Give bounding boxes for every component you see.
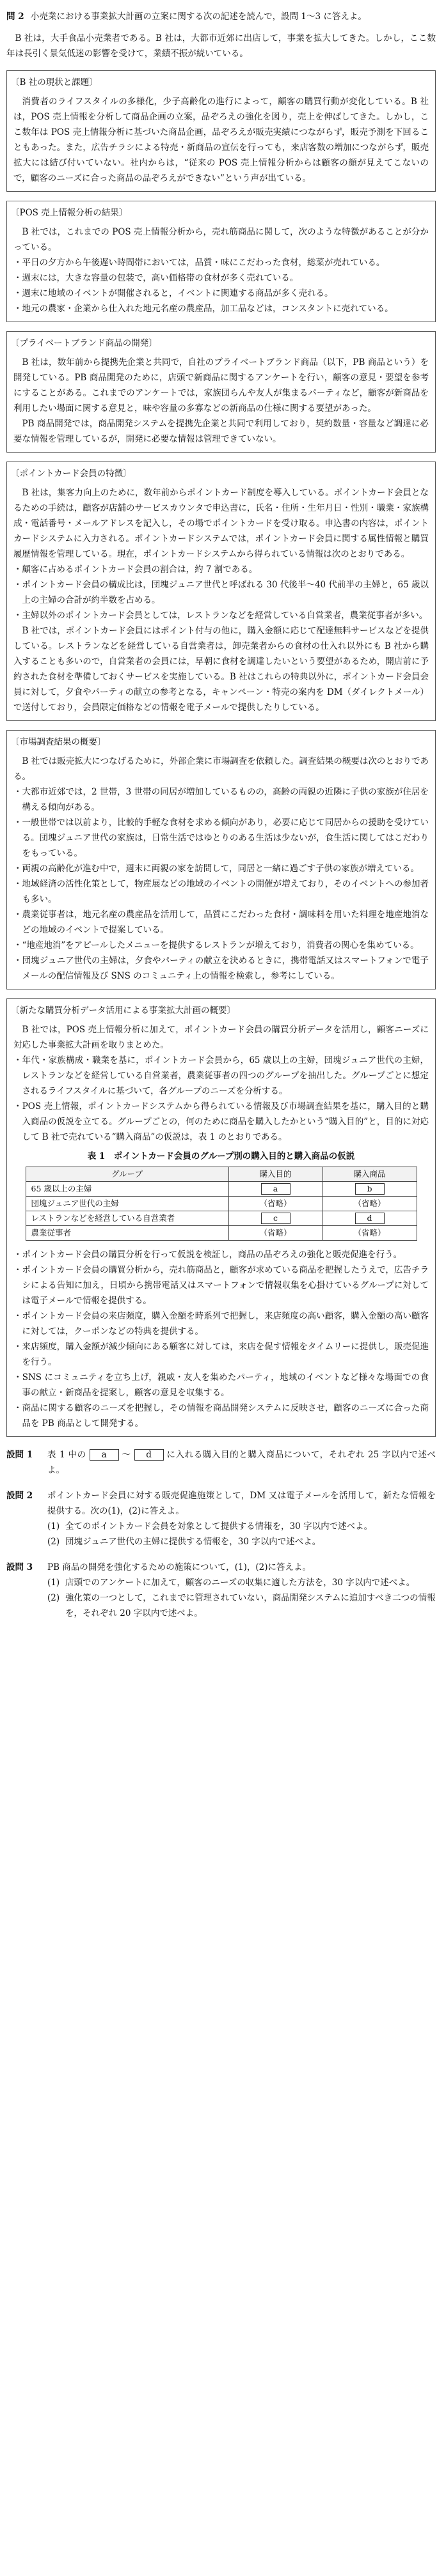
- purpose-cell: [228, 1182, 323, 1197]
- product-cell: [323, 1211, 417, 1226]
- answer-blank: a: [90, 1449, 119, 1461]
- list-item: ・週末には，大きな容量の包装で，高い価格帯の食材が多く売れている。: [13, 273, 299, 283]
- list-item: ・週末に地域のイベントが開催されると，イベントに関連する商品が多く売れる。: [13, 288, 333, 299]
- question-title: 小売業における事業拡大計画の立案に関する次の記述を読んで，設問 1〜3 に答えよ。: [30, 12, 367, 22]
- column-header: 購入目的: [228, 1167, 323, 1182]
- list-item: ・年代・家族構成・職業を基に，ポイントカード会員から，65 歳以上の主婦，団塊ジュニア世代の主婦，レストランなどを経営している自営業者，農業従事者の四つのグループを抽出した。グループごとに想定されるライフスタイルに基づいて，各グループのニーズを分析する。: [13, 1055, 429, 1096]
- subquestion-label: 設問 3: [6, 1562, 33, 1572]
- table-row: [26, 1226, 417, 1241]
- subquestion-2: [6, 1488, 436, 1549]
- group-cell: 団塊ジュニア世代の主婦: [26, 1197, 228, 1211]
- section-lead: B 社では販売拡大につなげるために，外部企業に市場調査を依頼した。調査結果の概要は次のとおりである。: [13, 756, 429, 782]
- list-item: ・主婦以外のポイントカード会員としては，レストランなどを経営している自営業者，農業従事者が多い。: [13, 610, 428, 621]
- purpose-cell: （省略）: [228, 1226, 323, 1241]
- table-row: [26, 1211, 417, 1226]
- group-cell: 農業従事者: [26, 1226, 228, 1241]
- section-pos-analysis: [6, 201, 436, 322]
- table-row: [26, 1182, 417, 1197]
- subquestion-item: (2) 強化策の一つとして，これまでに管理されていない，商品開発システムに追加すべき二つの情報を，それぞれ 20 字以内で述べよ。: [47, 1593, 436, 1618]
- column-header: 購入商品: [323, 1167, 417, 1182]
- answer-blank: d: [134, 1449, 164, 1461]
- list-item: ・ポイントカード会員の購買分析を行って仮説を検証し，商品の品ぞろえの強化と販売促進を行う。: [13, 1250, 402, 1260]
- list-item: ・農業従事者は，地元名産の農産品を活用して，品質にこだわった食材・調味料を用いた料理を地産地消などの地域のイベントで提案している。: [13, 910, 429, 935]
- list-item: ・顧客に占めるポイントカード会員の割合は，約 7 割である。: [13, 564, 258, 575]
- purpose-cell: [228, 1211, 323, 1226]
- subquestion-3: [6, 1560, 436, 1621]
- column-header: グループ: [26, 1167, 228, 1182]
- question-header: [6, 9, 436, 24]
- subquestion-item: (1) 全てのポイントカード会員を対象として提供する情報を，30 字以内で述べよ。: [47, 1521, 373, 1532]
- section-expansion-plan: [6, 998, 436, 1437]
- answer-blank: c: [261, 1213, 291, 1224]
- list-item: ・平日の夕方から午後遅い時間帯においては，品質・味にこだわった食材，総菜が売れている。: [13, 258, 385, 268]
- list-item: ・地域経済の活性化策として，物産展などの地域のイベントの開催が増えており，そのイベントへの参加者も多い。: [13, 879, 429, 904]
- list-item: ・来店頻度，購入金額が減少傾向にある顧客に対しては，来店を促す情報をタイムリーに提供し，販売促進を行う。: [13, 1342, 429, 1367]
- section-paragraph: PB 商品開発では，商品開発システムを提携先企業と共同で利用しており，契約数量・容量など調達に必要な情報を管理しているが，開発に必要な情報は管理できていない。: [13, 419, 429, 444]
- subquestion-text: PB 商品の開発を強化するための施策について，(1)，(2)に答えよ。: [47, 1562, 312, 1572]
- section-paragraph: B 社は，集客力向上のために，数年前からポイントカード制度を導入している。ポイントカード会員となるための手続は，顧客が店舗のサービスカウンタで申込書に，氏名・住所・生年月日・性別・職業・家族構成・電話番号・メールアドレスを記入し，その場でポイントカードを受け取る。申込書の内容は，ポイントカードシステムに入力される。ポイントカードシステムでは，ポイントカード会員に関する属性情報と購買履歴情報を管理している。現在，ポイントカードシステムから得られている情報は次のとおりである。: [13, 488, 429, 559]
- subquestion-item: (1) 店頭でのアンケートに加えて，顧客のニーズの収集に適した方法を，30 字以内で述べよ。: [47, 1578, 415, 1588]
- list-item: ・POS 売上情報，ポイントカードシステムから得られている情報及び市場調査結果を基に，購入目的と購入商品の仮説を立てる。グループごとの，何のために商品を購入したかという“購入目的”と，目的に対応して B 社で売れている“購入商品”の仮説は，表 1 のとおりである。: [13, 1101, 429, 1142]
- list-item: ・商品に関する顧客のニーズを把握し，その情報を商品開発システムに反映させ，顧客のニーズに合った商品を PB 商品として開発する。: [13, 1403, 429, 1429]
- product-cell: （省略）: [323, 1226, 417, 1241]
- section-heading: 〔ポイントカード会員の特徴〕: [11, 469, 132, 479]
- group-cell: 65 歳以上の主婦: [26, 1182, 228, 1197]
- purpose-cell: （省略）: [228, 1197, 323, 1211]
- section-private-brand: [6, 331, 436, 453]
- answer-blank: d: [355, 1213, 385, 1224]
- section-point-card: [6, 462, 436, 721]
- section-heading: 〔B 社の現状と課題〕: [11, 77, 98, 88]
- intro-paragraph: B 社は，大手食品小売業者である。B 社は，大都市近郊に出店して，事業を拡大してきた。しかし，ここ数年は長引く景気低迷の影響を受けて，業績不振が続いている。: [6, 33, 436, 59]
- section-paragraph: 消費者のライフスタイルの多様化，少子高齢化の進行によって，顧客の購買行動が変化している。B 社は，POS 売上情報を分析して商品企画の立案，品ぞろえの強化を図り，売上を伸ばしてきた。しかし，ここ数年は POS 売上情報分析に基づいた商品企画，品ぞろえが販売実績につながらず，販売予測を下回ることもあった。また，広告チラシによる特売・新商品の宣伝を行っても，来店客数の増加につながらず，販売拡大には結び付いていない。社内からは，“従来の POS 売上情報分析からは顧客の顔が見えてこないので，顧客のニーズに合った商品の品ぞろえができない”という声が出ている。: [13, 97, 429, 183]
- product-cell: （省略）: [323, 1197, 417, 1211]
- section-market-research: [6, 730, 436, 989]
- subquestion-label: 設問 2: [6, 1491, 33, 1501]
- subquestion-item: (2) 団塊ジュニア世代の主婦に提供する情報を，30 字以内で述べよ。: [47, 1537, 321, 1547]
- list-item: ・両親の高齢化が進む中で，週末に両親の家を訪問して，同居と一緒に過ごす子供の家族が増えている。: [13, 864, 419, 874]
- list-item: ・ポイントカード会員の来店頻度，購入金額を時系列で把握し，来店頻度の高い顧客，購入金額の高い顧客に対しては，クーポンなどの特典を提供する。: [13, 1311, 429, 1337]
- list-item: ・団塊ジュニア世代の主婦は，夕食やパーティの献立を決めるときに，携帯電話又はスマートフォンで電子メールの配信情報及び SNS のコミュニティ上の情報を検索し，参考にしている。: [13, 956, 429, 981]
- answer-blank: a: [261, 1183, 291, 1195]
- section-lead: B 社では，POS 売上情報分析に加えて，ポイントカード会員の購買分析データを活用し，顧客ニーズに対応した事業拡大計画を取りまとめた。: [13, 1025, 429, 1050]
- table-row: [26, 1197, 417, 1211]
- answer-blank: b: [355, 1183, 385, 1195]
- subquestion-1: [6, 1447, 436, 1478]
- group-cell: レストランなどを経営している自営業者: [26, 1211, 228, 1226]
- section-heading: 〔POS 売上情報分析の結果〕: [11, 208, 128, 218]
- section-paragraph: B 社は，数年前から提携先企業と共同で，自社のプライベートブランド商品（以下，PB 商品という）を開発している。PB 商品開発のために，店頭で新商品に関するアンケートを行い，顧客の意見・要望を参考にすることがある。これまでのアンケートでは，家族団らんや友人が集まるパーティなど，顧客が新商品を利用したい場面に関する意見と，味や容量の多寡などの新商品の仕様に関する要望があった。: [13, 357, 429, 414]
- list-item: ・一般世帯では以前より，比較的手軽な食材を求める傾向があり，必要に応じて同居からの援助を受けている。団塊ジュニア世代の家族は，日常生活ではゆとりのある生活は少ないが，食生活に関してはこだわりをもっている。: [13, 818, 429, 858]
- subquestion-text: 表 1 中の a 〜 d に入れる購入目的と購入商品について，それぞれ 25 字以内で述べよ。: [47, 1450, 436, 1475]
- list-item: ・ポイントカード会員の構成比は，団塊ジュニア世代と呼ばれる 30 代後半〜40 代前半の主婦と，65 歳以上の主婦の合計が約半数を占める。: [13, 580, 429, 605]
- list-item: ・地元の農家・企業から仕入れた地元名産の農産品，加工品などは，コンスタントに売れている。: [13, 304, 394, 314]
- table-header-row: [26, 1167, 417, 1182]
- list-item: ・SNS にコミュニティを立ち上げ，親戚・友人を集めたパーティ，地域のイベントなど様々な場面での食事の献立・新商品を提案し，顧客の意見を収集する。: [13, 1372, 429, 1398]
- hypothesis-table: [26, 1167, 417, 1241]
- section-paragraph: B 社では，ポイントカード会員にはポイント付与の他に，購入金額に応じて配達無料サービスなどを提供している。レストランなどを経営している自営業者は，卸売業者からの食材の仕入れ以外にも B 社から購入することも多いので，自営業者の会員には，早朝に食材を調達したいという要望があるため，開店前に予約された食材を準備しておくサービスを実施している。B 社はこれらの特典以外に，ポイントカード会員会員に対して，夕食やパーティの献立の参考となる，キャンペーン・特売の案内を DM（ダイレクトメール）で送付しており，会員限定価格などの情報を電子メールで提供したりしている。: [13, 626, 429, 713]
- subquestion-label: 設問 1: [6, 1450, 33, 1460]
- list-item: ・大都市近郊では，2 世帯，3 世帯の同居が増加しているものの，高齢の両親の近隣に子供の家族が住居を構える傾向がある。: [13, 787, 429, 812]
- section-lead: B 社では，これまでの POS 売上情報分析から，売れ筋商品に関して，次のような特徴があることが分かっている。: [13, 227, 429, 252]
- section-status: [6, 70, 436, 192]
- table-title: 表 1 ポイントカード会員のグループ別の購入目的と購入商品の仮説: [87, 1151, 355, 1161]
- section-heading: 〔市場調査結果の概要〕: [11, 737, 106, 747]
- product-cell: [323, 1182, 417, 1197]
- list-item: ・ポイントカード会員の購買分析から，売れ筋商品と，顧客が求めている商品を把握したうえで，広告チラシによる告知に加え，日頃から携帯電話又はスマートフォンで情報収集を心掛けているグループに対しては電子メールで情報を提供する。: [13, 1265, 429, 1306]
- question-label: 問 2: [6, 12, 24, 22]
- section-heading: 〔新たな購買分析データ活用による事業拡大計画の概要〕: [11, 1005, 235, 1016]
- section-heading: 〔プライベートブランド商品の開発〕: [11, 338, 157, 348]
- list-item: ・“地産地消”をアピールしたメニューを提供するレストランが増えており，消費者の関心を集めている。: [13, 940, 419, 950]
- subquestion-text: ポイントカード会員に対する販売促進施策として，DM 又は電子メールを活用して，新たな情報を提供する。次の(1)，(2)に答えよ。: [47, 1491, 436, 1516]
